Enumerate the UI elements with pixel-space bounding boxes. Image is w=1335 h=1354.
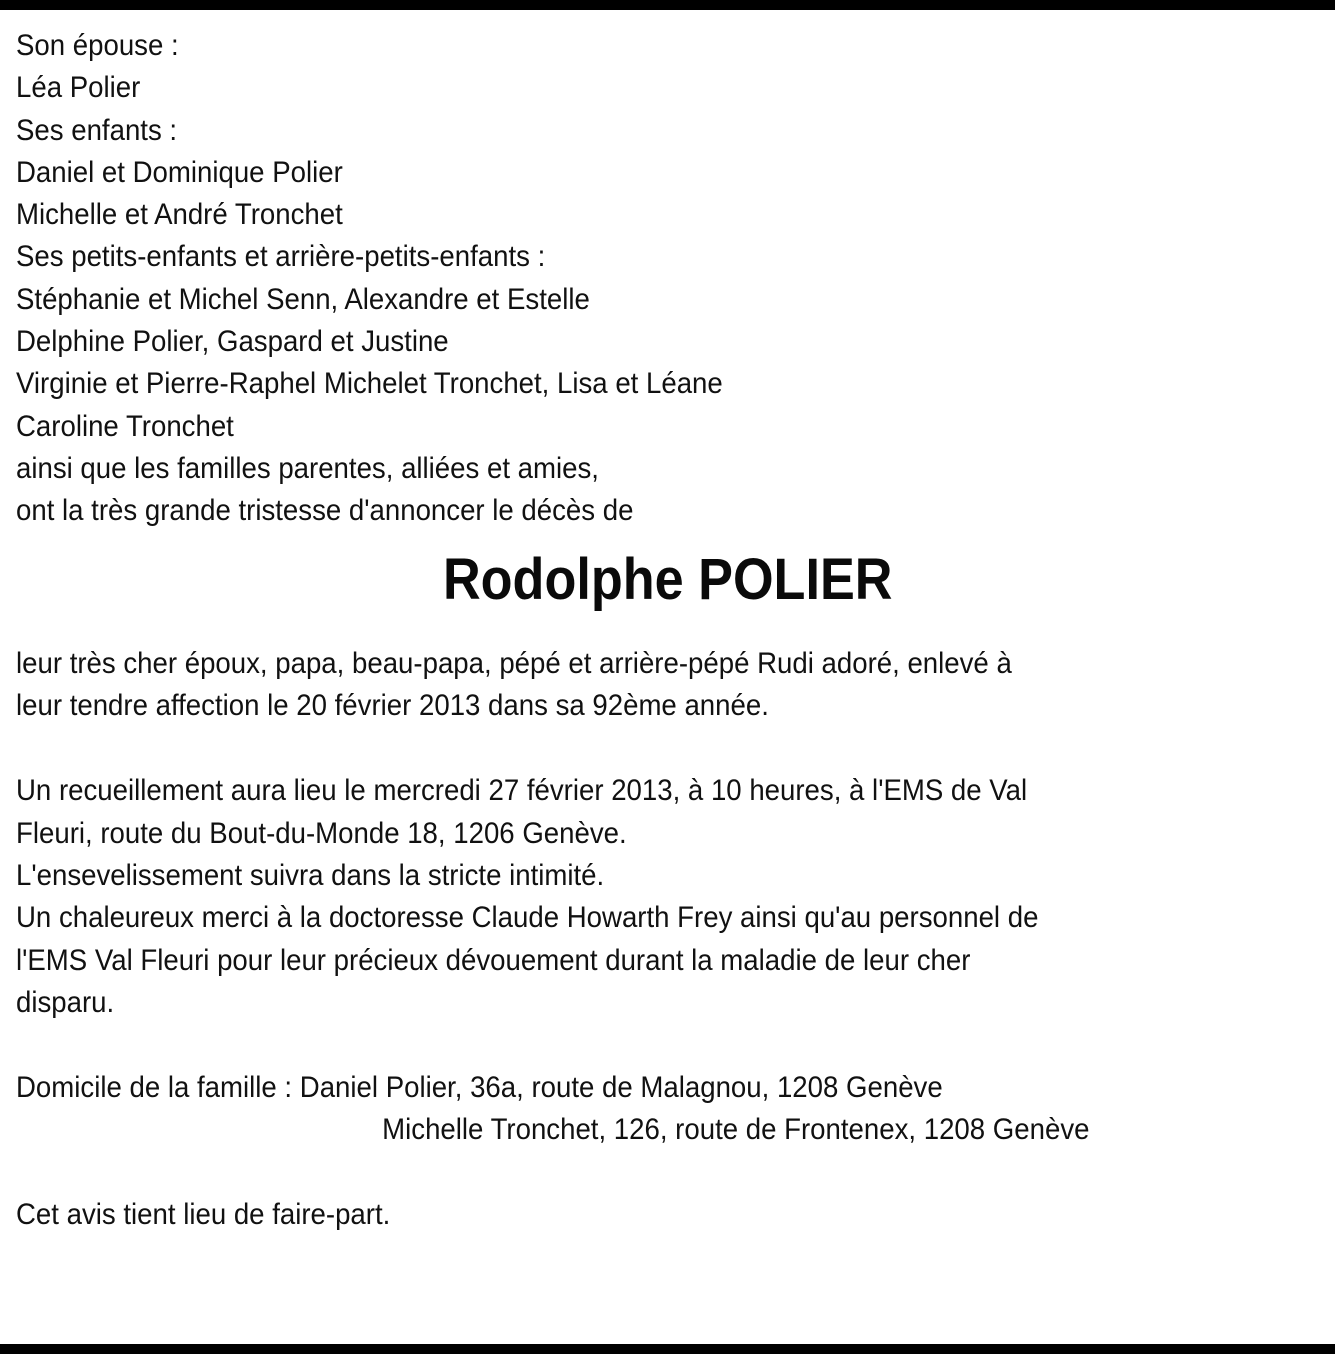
ceremony-line: Un chaleureux merci à la doctoresse Claude Howarth Frey ainsi qu'au personnel de [16,901,1039,935]
paragraph-spacer [16,728,1316,770]
family-line: Michelle et André Tronchet [16,198,343,232]
bottom-border-rule [0,1344,1335,1354]
family-line: Ses petits-enfants et arrière-petits-enfants : [16,240,546,274]
family-line: Daniel et Dominique Polier [16,155,343,189]
ceremony-line: disparu. [16,986,115,1020]
paragraph-spacer [16,1025,1316,1067]
family-announcement [16,25,1316,533]
family-line: Virginie et Pierre-Raphel Michelet Tronchet, Lisa et Léane [16,367,723,401]
family-line: Léa Polier [16,71,141,105]
ceremony-line: Un recueillement aura lieu le mercredi 27 février 2013, à 10 heures, à l'EMS de Val [16,774,1028,808]
family-line: ont la très grande tristesse d'annoncer le décès de [16,494,634,528]
domicile-address-1: Daniel Polier, 36a, route de Malagnou, 1208 Genève [299,1071,943,1105]
family-line: Son épouse : [16,29,179,62]
deceased-name: Rodolphe POLIER [442,547,893,612]
family-line: Ses enfants : [16,113,178,147]
tribute-line: leur très cher époux, papa, beau-papa, pépé et arrière-pépé Rudi adoré, enlevé à [16,647,1012,680]
notice-body [16,643,1316,1237]
ceremony-line: l'EMS Val Fleuri pour leur précieux dévouement durant la maladie de leur cher [16,943,971,977]
domicile-label: Domicile de la famille : [16,1071,293,1105]
family-line: Delphine Polier, Gaspard et Justine [16,325,449,359]
deceased-name-heading [0,545,1335,615]
closing-line: Cet avis tient lieu de faire-part. [16,1198,391,1232]
tribute-line: leur tendre affection le 20 février 2013 dans sa 92ème année. [16,689,769,723]
domicile-address-2: Michelle Tronchet, 126, route de Frontenex, 1208 Genève [382,1113,1090,1147]
ceremony-line: Fleuri, route du Bout-du-Monde 18, 1206 Genève. [16,816,627,850]
top-border-rule [0,0,1335,10]
family-line: ainsi que les familles parentes, alliées et amies, [16,451,599,485]
paragraph-spacer [16,1152,1316,1194]
ceremony-line: L'ensevelissement suivra dans la stricte intimité. [16,859,605,893]
family-line: Stéphanie et Michel Senn, Alexandre et Estelle [16,282,590,316]
domicile-row [16,1067,1316,1109]
family-line: Caroline Tronchet [16,409,234,443]
